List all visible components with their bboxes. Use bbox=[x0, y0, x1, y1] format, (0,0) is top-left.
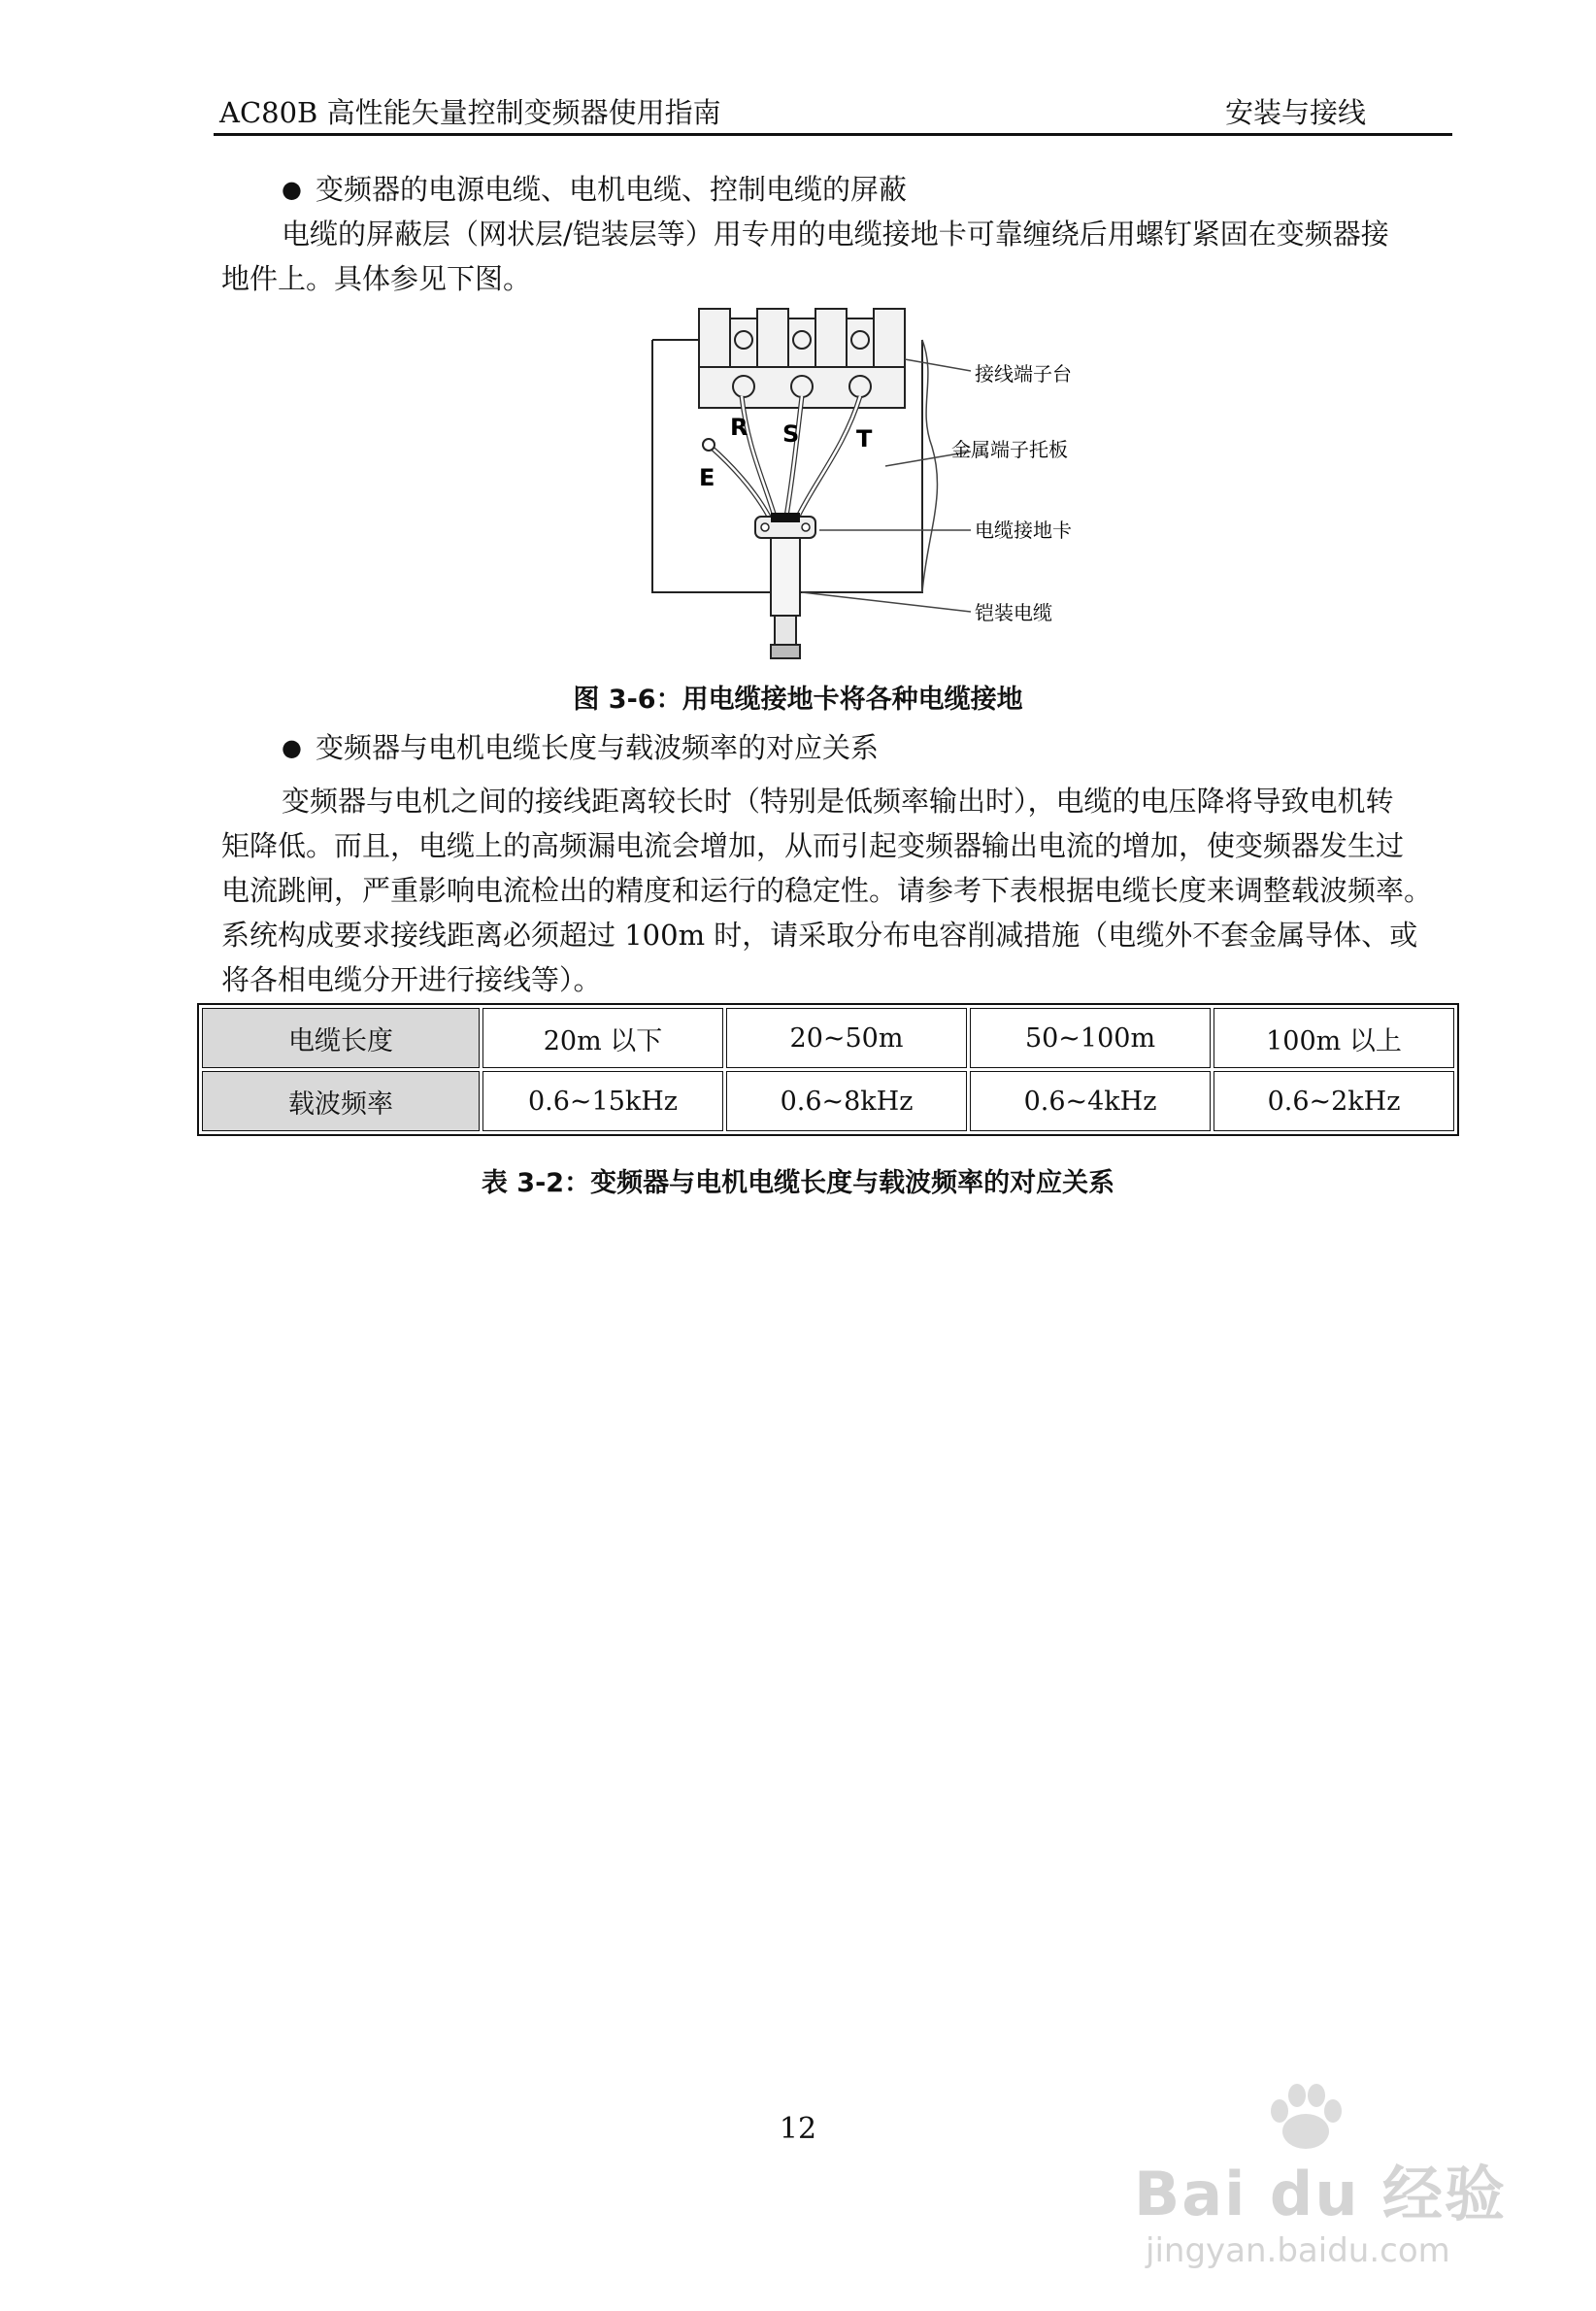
section2-line4: 系统构成要求接线距离必须超过 100m 时，请采取分布电容削减措施（电缆外不套金属导体、或 bbox=[221, 919, 1418, 952]
metal-plate-torn-edge bbox=[922, 340, 937, 592]
section2-line1: 变频器与电机之间的接线距离较长时（特别是低频率输出时），电缆的电压降将导致电机转 bbox=[282, 785, 1394, 818]
table-row-header: 电缆长度 bbox=[202, 1008, 480, 1068]
table-cell: 50~100m bbox=[970, 1008, 1211, 1068]
paw-print-icon bbox=[1262, 2078, 1349, 2156]
page-number: 12 bbox=[779, 2112, 817, 2146]
table-caption: 表 3-2：变频器与电机电缆长度与载波频率的对应关系 bbox=[481, 1168, 1115, 1198]
watermark-url: jingyan.baidu.com bbox=[1146, 2231, 1450, 2270]
table-cell: 20m 以下 bbox=[482, 1008, 723, 1068]
terminal-block bbox=[699, 309, 905, 408]
label-armored-cable: 铠装电缆 bbox=[975, 601, 1052, 624]
header-title: AC80B 高性能矢量控制变频器使用指南 bbox=[219, 96, 721, 129]
section2-line2: 矩降低。而且，电缆上的高频漏电流会增加，从而引起变频器输出电流的增加，使变频器发生过 bbox=[221, 829, 1405, 862]
table-cell: 20~50m bbox=[726, 1008, 967, 1068]
table-cell: 100m 以上 bbox=[1214, 1008, 1454, 1068]
table-cell: 0.6~15kHz bbox=[482, 1071, 723, 1131]
table-row bbox=[202, 1071, 1454, 1131]
table-row-header: 载波频率 bbox=[202, 1071, 480, 1131]
label-ground-clamp: 电缆接地卡 bbox=[975, 519, 1072, 542]
section1-heading bbox=[282, 167, 907, 212]
cable-grounding-diagram bbox=[641, 301, 1146, 670]
table-cell: 0.6~8kHz bbox=[726, 1071, 967, 1131]
bullet-icon: ● bbox=[282, 176, 302, 203]
section1-heading-text: 变频器的电源电缆、电机电缆、控制电缆的屏蔽 bbox=[315, 173, 907, 206]
section2-heading-text: 变频器与电机电缆长度与载波频率的对应关系 bbox=[315, 731, 879, 764]
section1-line2: 地件上。具体参见下图。 bbox=[221, 262, 532, 295]
watermark-brand: Bai du 经验 bbox=[1134, 2159, 1508, 2229]
ground-clamp bbox=[755, 513, 815, 538]
table-cell: 0.6~2kHz bbox=[1214, 1071, 1454, 1131]
table-row bbox=[202, 1008, 1454, 1068]
label-terminal-block: 接线端子台 bbox=[975, 362, 1072, 385]
header-rule bbox=[214, 133, 1452, 136]
armored-cable bbox=[771, 538, 800, 658]
bullet-icon: ● bbox=[282, 734, 302, 761]
label-metal-plate: 金属端子托板 bbox=[951, 438, 1068, 461]
cable-length-carrier-table bbox=[197, 1003, 1459, 1136]
figure-caption: 图 3-6：用电缆接地卡将各种电缆接地 bbox=[573, 685, 1023, 715]
table-cell: 0.6~4kHz bbox=[970, 1071, 1211, 1131]
terminal-label-e: E bbox=[699, 464, 715, 491]
terminal-label-r: R bbox=[730, 414, 748, 441]
section2-heading bbox=[282, 725, 879, 770]
section2-line5: 将各相电缆分开进行接线等）。 bbox=[221, 963, 602, 996]
terminal-label-t: T bbox=[856, 425, 873, 452]
terminal-label-s: S bbox=[782, 420, 800, 448]
earth-screw-icon bbox=[703, 439, 715, 451]
section2-line3: 电流跳闸，严重影响电流检出的精度和运行的稳定性。请参考下表根据电缆长度来调整载波频率。 bbox=[221, 874, 1433, 907]
header-section: 安装与接线 bbox=[1224, 96, 1366, 129]
section1-line1: 电缆的屏蔽层（网状层/铠装层等）用专用的电缆接地卡可靠缠绕后用螺钉紧固在变频器接 bbox=[282, 218, 1389, 251]
